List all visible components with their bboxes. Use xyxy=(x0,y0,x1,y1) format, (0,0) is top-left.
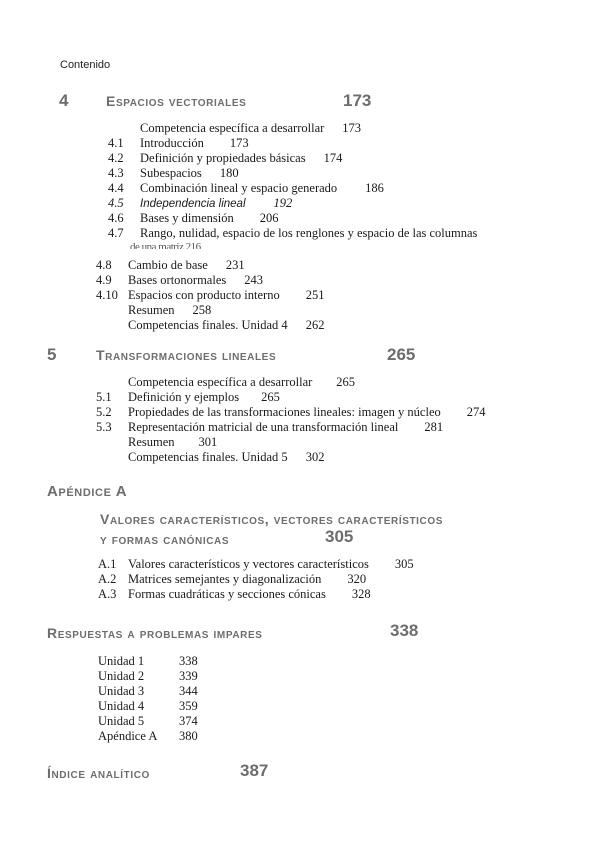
toc-entry[interactable]: Unidad 2 339 xyxy=(98,669,198,683)
answers-page: 338 xyxy=(390,621,419,640)
toc-entry[interactable]: 4.3 Subespacios 180 xyxy=(108,166,239,180)
toc-entry[interactable]: Apéndice A 380 xyxy=(98,729,198,743)
chapter-5-number: 5 xyxy=(47,345,57,364)
answers-title: Respuestas a problemas impares xyxy=(47,625,263,641)
toc-entry[interactable]: 4.2 Definición y propiedades básicas 174 xyxy=(108,151,343,165)
toc-entry[interactable]: Competencias finales. Unidad 4 262 xyxy=(128,318,325,332)
smudged-line: de una matriz 216 xyxy=(130,241,201,249)
chapter-5-page: 265 xyxy=(387,345,416,364)
toc-entry[interactable]: 4.4 Combinación lineal y espacio generado 186 xyxy=(108,181,384,195)
toc-entry[interactable]: 5.3 Representación matricial de una transformación lineal 281 xyxy=(96,420,444,434)
toc-entry[interactable]: Unidad 3 344 xyxy=(98,684,198,698)
appendix-page: 305 xyxy=(325,527,354,546)
toc-entry[interactable]: A.3 Formas cuadráticas y secciones cónicas 328 xyxy=(98,587,371,601)
toc-entry[interactable]: 4.5 Independencia lineal 192 xyxy=(108,196,293,210)
toc-entry[interactable]: Unidad 4 359 xyxy=(98,699,198,713)
appendix-title-line1: Valores característicos, vectores característicos xyxy=(100,511,444,527)
toc-entry[interactable]: Unidad 5 374 xyxy=(98,714,198,728)
toc-entry[interactable]: Competencia específica a desarrollar 173 xyxy=(140,121,362,135)
chapter-5-title: Transformaciones lineales xyxy=(96,347,277,363)
toc-entry[interactable]: A.1 Valores característicos y vectores característicos 305 xyxy=(98,557,414,571)
chapter-4-page: 173 xyxy=(343,91,372,110)
appendix-title-line2: y formas canónicas xyxy=(100,531,230,547)
toc-entry[interactable]: 4.7 Rango, nulidad, espacio de los renglones y espacio de las columnas xyxy=(108,226,478,240)
chapter-4-number: 4 xyxy=(59,91,69,110)
index-page: 387 xyxy=(240,761,269,780)
toc-entry[interactable]: 5.1 Definición y ejemplos 265 xyxy=(96,390,280,404)
toc-entry[interactable]: Unidad 1 338 xyxy=(98,654,198,668)
chapter-4-title: Espacios vectoriales xyxy=(106,93,247,109)
toc-entry[interactable]: 4.9 Bases ortonormales 243 xyxy=(96,273,263,287)
toc-entry[interactable]: Competencia específica a desarrollar 265 xyxy=(128,375,356,389)
toc-entry[interactable]: 4.6 Bases y dimensión 206 xyxy=(108,211,279,225)
running-head: Contenido xyxy=(60,59,111,71)
toc-entry[interactable]: Resumen 258 xyxy=(128,303,212,317)
toc-entry[interactable]: 4.8 Cambio de base 231 xyxy=(96,258,245,272)
toc-entry[interactable]: 5.2 Propiedades de las transformaciones lineales: imagen y núcleo 274 xyxy=(96,405,486,419)
toc-entry[interactable]: 4.10 Espacios con producto interno 251 xyxy=(96,288,325,302)
toc-entry[interactable]: Resumen 301 xyxy=(128,435,218,449)
toc-entry[interactable]: 4.1 Introducción 173 xyxy=(108,136,249,150)
appendix-heading: Apéndice A xyxy=(47,483,128,500)
toc-entry[interactable]: A.2 Matrices semejantes y diagonalización 320 xyxy=(98,572,367,586)
toc-entry[interactable]: Competencias finales. Unidad 5 302 xyxy=(128,450,325,464)
index-title: Índice analítico xyxy=(47,765,150,781)
